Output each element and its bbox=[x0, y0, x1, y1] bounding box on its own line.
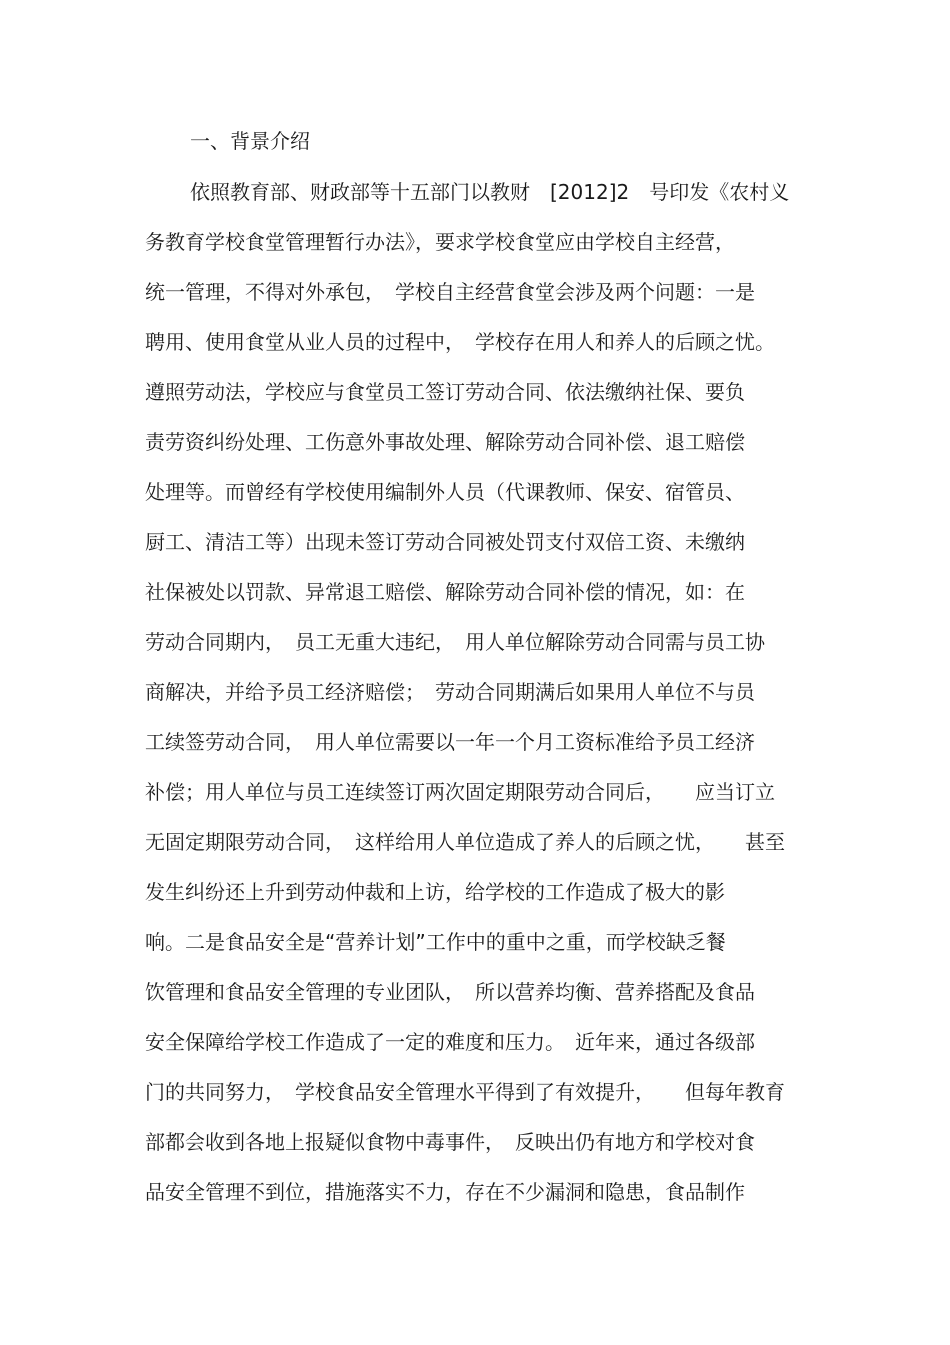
paragraph-line: 响。二是食品安全是“营养计划”工作中的重中之重，而学校缺乏餐 bbox=[145, 930, 726, 954]
paragraph-line: 厨工、清洁工等）出现未签订劳动合同被处罚支付双倍工资、未缴纳 bbox=[145, 530, 745, 554]
section-heading: 一、背景介绍 bbox=[190, 129, 310, 153]
body-paragraph bbox=[145, 178, 825, 1228]
paragraph-line: 安全保障给学校工作造成了一定的难度和压力。 近年来，通过各级部 bbox=[145, 1030, 755, 1054]
paragraph-line: 发生纠纷还上升到劳动仲裁和上访，给学校的工作造成了极大的影 bbox=[145, 880, 725, 904]
paragraph-line: 聘用、使用食堂从业人员的过程中， 学校存在用人和养人的后顾之忧。 bbox=[145, 330, 775, 354]
paragraph-line: 门的共同努力， 学校食品安全管理水平得到了有效提升， 但每年教育 bbox=[145, 1080, 785, 1104]
paragraph-line: 劳动合同期内， 员工无重大违纪， 用人单位解除劳动合同需与员工协 bbox=[145, 630, 765, 654]
paragraph-line: 依照教育部、财政部等十五部门以教财 [2012]2 号印发《农村义 bbox=[190, 180, 790, 204]
paragraph-line: 责劳资纠纷处理、工伤意外事故处理、解除劳动合同补偿、退工赔偿 bbox=[145, 430, 745, 454]
paragraph-line: 部都会收到各地上报疑似食物中毒事件， 反映出仍有地方和学校对食 bbox=[145, 1130, 755, 1154]
paragraph-line: 统一管理，不得对外承包， 学校自主经营食堂会涉及两个问题：一是 bbox=[145, 280, 755, 304]
paragraph-line: 补偿；用人单位与员工连续签订两次固定期限劳动合同后， 应当订立 bbox=[145, 780, 775, 804]
paragraph-line: 遵照劳动法，学校应与食堂员工签订劳动合同、依法缴纳社保、要负 bbox=[145, 380, 745, 404]
paragraph-line: 商解决，并给予员工经济赔偿； 劳动合同期满后如果用人单位不与员 bbox=[145, 680, 755, 704]
paragraph-line: 无固定期限劳动合同， 这样给用人单位造成了养人的后顾之忧， 甚至 bbox=[145, 830, 785, 854]
paragraph-line: 饮管理和食品安全管理的专业团队， 所以营养均衡、营养搭配及食品 bbox=[145, 980, 755, 1004]
paragraph-line: 处理等。而曾经有学校使用编制外人员（代课教师、保安、宿管员、 bbox=[145, 480, 745, 504]
paragraph-line: 品安全管理不到位，措施落实不力，存在不少漏洞和隐患，食品制作 bbox=[145, 1180, 745, 1204]
paragraph-line: 社保被处以罚款、异常退工赔偿、解除劳动合同补偿的情况，如：在 bbox=[145, 580, 745, 604]
paragraph-line: 工续签劳动合同， 用人单位需要以一年一个月工资标准给予员工经济 bbox=[145, 730, 755, 754]
paragraph-line: 务教育学校食堂管理暂行办法》，要求学校食堂应由学校自主经营， bbox=[145, 230, 735, 254]
